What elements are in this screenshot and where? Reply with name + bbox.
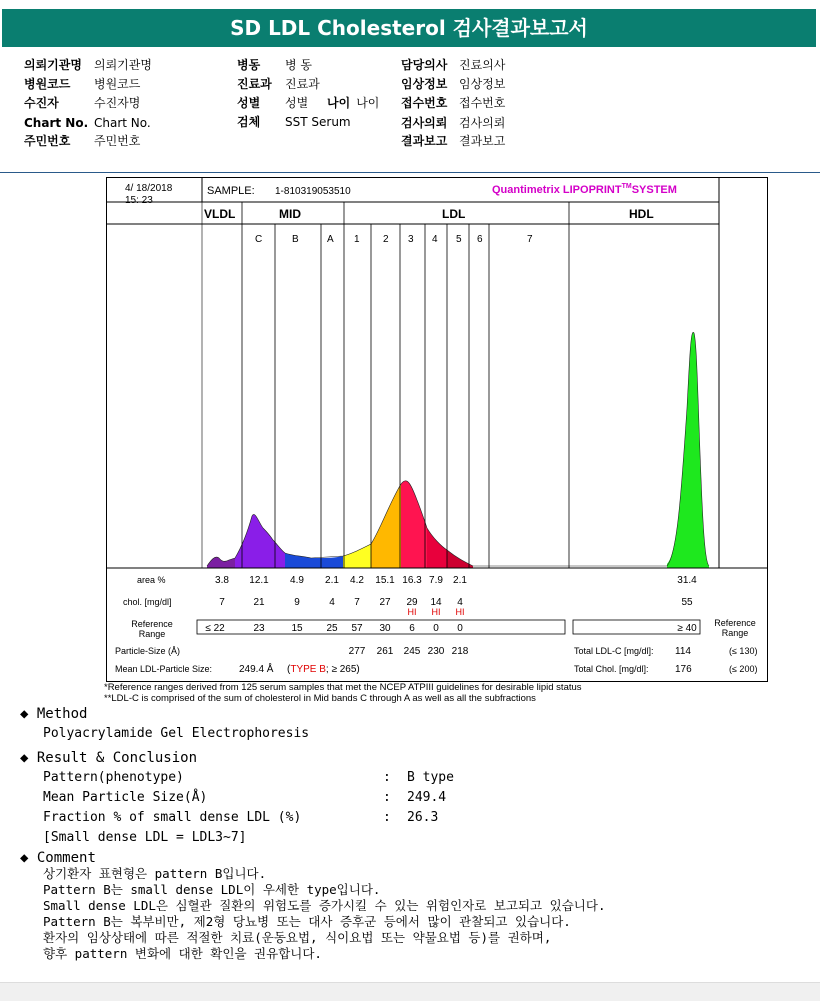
band-c: C — [255, 234, 263, 245]
density-curve — [207, 332, 709, 566]
header-col2-row3: 검체 SST Serum — [237, 115, 351, 129]
comment-line-5: 향후 pattern 변화에 대한 확인을 권유합니다. — [43, 946, 322, 961]
header-col2-row0: 병동 병 동 — [237, 58, 312, 72]
band-7: 7 — [527, 234, 533, 245]
header-col3-row3: 검사의뢰 검사의뢰 — [401, 116, 506, 130]
particle-label: Particle-Size (Å) — [115, 646, 181, 656]
band-a: A — [327, 234, 334, 245]
comment-line-4: 환자의 임상상태에 따른 적절한 치료(운동요법, 식이요법 또는 약물요법 등)를 권하며, — [43, 930, 552, 945]
total-chol-ref: (≤ 200) — [729, 664, 758, 674]
area-label: area % — [137, 575, 166, 585]
comment-line-1: Pattern B는 small dense LDL이 우세한 type입니다. — [43, 882, 381, 897]
svg-text:27: 27 — [379, 597, 391, 608]
svg-text:14: 14 — [430, 597, 442, 608]
header-col2-row1: 진료과 진료과 — [237, 77, 320, 91]
header-col1-row2: 수진자 수진자명 — [24, 96, 141, 110]
svg-text:218: 218 — [451, 646, 469, 657]
svg-text:57: 57 — [351, 623, 363, 634]
bullet-icon: ◆ — [20, 750, 29, 766]
header-col3-row1: 임상정보 임상정보 — [401, 77, 506, 91]
svg-text:HI: HI — [407, 607, 417, 617]
band-2: 2 — [383, 234, 389, 245]
area-ldl3 — [401, 481, 427, 568]
result-heading: ◆ Result & Conclusion — [20, 750, 198, 766]
total-ldl-ref: (≤ 130) — [729, 646, 758, 656]
total-chol-label: Total Chol. [mg/dl]: — [574, 664, 649, 674]
svg-text:2.1: 2.1 — [325, 575, 339, 586]
svg-text:7: 7 — [354, 597, 360, 608]
hi-flags — [408, 607, 465, 617]
bullet-icon: ◆ — [20, 706, 29, 722]
svg-text:4: 4 — [329, 597, 335, 608]
svg-text:261: 261 — [376, 646, 394, 657]
lipoprint-chart — [106, 177, 768, 682]
svg-text:29: 29 — [406, 597, 418, 608]
svg-text:25: 25 — [326, 623, 338, 634]
svg-text:2.1: 2.1 — [453, 575, 467, 586]
band-6: 6 — [477, 234, 483, 245]
svg-text:≥ 40: ≥ 40 — [677, 623, 697, 634]
svg-text:15.1: 15.1 — [375, 575, 395, 586]
footnote-1: *Reference ranges derived from 125 serum samples that met the NCEP ATPIII guidelines for desirable lipid status — [104, 682, 582, 693]
comment-line-0: 상기환자 표현형은 pattern B입니다. — [43, 866, 267, 881]
chart-time: 15: 23 — [125, 195, 153, 206]
svg-text:23: 23 — [253, 623, 265, 634]
ref-label-right-1: Reference — [714, 618, 756, 628]
svg-text:277: 277 — [348, 646, 366, 657]
area-vldl — [207, 557, 235, 568]
svg-text:4.2: 4.2 — [350, 575, 364, 586]
group-ldl: LDL — [442, 207, 466, 221]
band-b: B — [292, 234, 299, 245]
svg-text:HI: HI — [455, 607, 465, 617]
svg-text:12.1: 12.1 — [249, 575, 269, 586]
header-col3-row4: 결과보고 결과보고 — [401, 134, 506, 148]
band-5: 5 — [456, 234, 462, 245]
comment-line-2: Small dense LDL은 심혈관 질환의 위험도를 증가시킬 수 있는 위험인자로 보고되고 있습니다. — [43, 898, 606, 913]
ref-label-right-2: Range — [721, 628, 749, 638]
group-mid: MID — [279, 207, 301, 221]
header-col1-row3: Chart No. Chart No. — [24, 116, 151, 130]
total-chol-value: 176 — [675, 664, 692, 675]
area-ldl2 — [371, 484, 401, 568]
svg-text:≤ 22: ≤ 22 — [205, 623, 225, 634]
result-row-pattern: Pattern(phenotype) : B type — [43, 770, 454, 785]
svg-text:21: 21 — [253, 597, 265, 608]
svg-text:7: 7 — [219, 597, 225, 608]
svg-text:245: 245 — [403, 646, 421, 657]
svg-text:230: 230 — [427, 646, 445, 657]
svg-text:6: 6 — [409, 623, 415, 634]
svg-text:4.9: 4.9 — [290, 575, 304, 586]
svg-text:9: 9 — [294, 597, 300, 608]
area-ldl1 — [343, 544, 371, 568]
header-col1-row1: 병원코드 병원코드 — [24, 77, 141, 91]
method-text: Polyacrylamide Gel Electrophoresis — [43, 726, 310, 741]
bullet-icon: ◆ — [20, 850, 29, 866]
ref-values — [205, 623, 697, 634]
area-mid-c — [235, 514, 285, 568]
mean-type: (TYPE B; ≥ 265) — [287, 664, 360, 675]
header-col1-row4: 주민번호 주민번호 — [24, 134, 141, 148]
svg-text:31.4: 31.4 — [677, 575, 697, 586]
bottom-bar — [0, 982, 820, 1001]
particle-values — [349, 646, 469, 657]
band-4: 4 — [432, 234, 438, 245]
mean-size-value: 249.4 Å — [239, 664, 274, 675]
header-col1-row0: 의뢰기관명 의뢰기관명 — [24, 58, 152, 72]
group-vldl: VLDL — [204, 207, 236, 221]
svg-text:HI: HI — [431, 607, 441, 617]
sample-id: 1-810319053510 — [275, 186, 351, 197]
svg-text:30: 30 — [379, 623, 391, 634]
svg-text:7.9: 7.9 — [429, 575, 443, 586]
header-divider — [0, 172, 820, 173]
svg-text:16.3: 16.3 — [402, 575, 422, 586]
band-3: 3 — [408, 234, 414, 245]
svg-text:0: 0 — [457, 623, 463, 634]
mean-size-label: Mean LDL-Particle Size: — [115, 664, 213, 674]
method-heading: ◆ Method — [20, 706, 88, 722]
result-row-fraction: Fraction % of small dense LDL (%) : 26.3 — [43, 810, 439, 825]
ref-label-2: Range — [138, 629, 166, 639]
comment-heading: ◆ Comment — [20, 850, 96, 866]
result-row-size: Mean Particle Size(Å) : 249.4 — [43, 790, 447, 805]
sample-label: SAMPLE: — [207, 185, 255, 197]
svg-text:55: 55 — [681, 597, 693, 608]
header-col2-row2: 성별 성별 나이 나이 — [237, 96, 380, 110]
area-values — [215, 575, 697, 586]
report-title: SD LDL Cholesterol 검사결과보고서 — [2, 9, 816, 47]
lipoprint-svg — [107, 178, 767, 681]
total-ldl-value: 114 — [675, 646, 691, 657]
footnote-2: **LDL-C is comprised of the sum of cholesterol in Mid bands C through A as well as all the subfractions — [104, 693, 536, 704]
total-ldl-label: Total LDL-C [mg/dl]: — [574, 646, 654, 656]
chart-date: 4/ 18/2018 — [125, 183, 173, 194]
svg-text:3.8: 3.8 — [215, 575, 229, 586]
band-1: 1 — [354, 234, 360, 245]
header-col3-row0: 담당의사 진료의사 — [401, 58, 506, 72]
area-hdl — [667, 332, 709, 568]
header-col3-row2: 접수번호 접수번호 — [401, 96, 506, 110]
comment-line-3: Pattern B는 복부비만, 제2형 당뇨병 또는 대사 증후군 등에서 많이 관찰되고 있습니다. — [43, 914, 571, 929]
brand-name: Quantimetrix LIPOPRINT™SYSTEM — [492, 183, 677, 196]
svg-text:4: 4 — [457, 597, 463, 608]
result-note: [Small dense LDL = LDL3~7] — [43, 830, 247, 845]
svg-text:15: 15 — [291, 623, 303, 634]
ref-label-1: Reference — [131, 619, 173, 629]
group-hdl: HDL — [629, 207, 654, 221]
area-mid-b — [285, 553, 317, 568]
chol-label: chol. [mg/dl] — [123, 597, 172, 607]
svg-text:0: 0 — [433, 623, 439, 634]
